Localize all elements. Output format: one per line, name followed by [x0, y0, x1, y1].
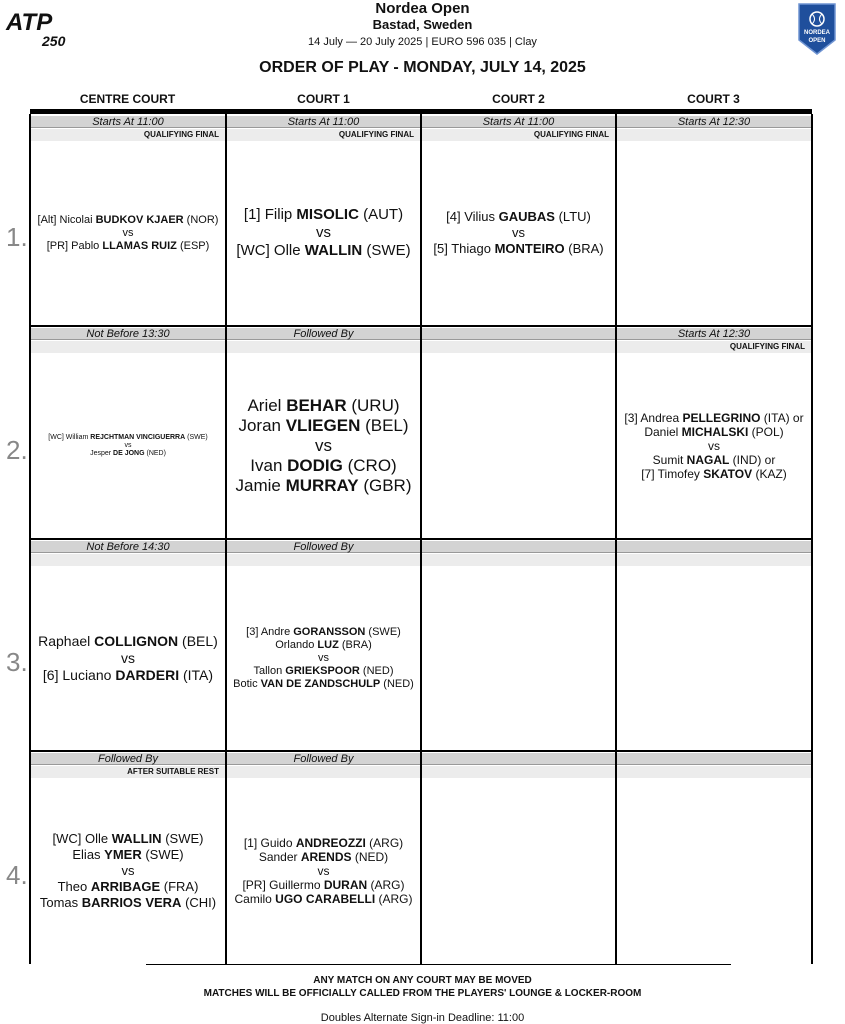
player-surname: ARRIBAGE — [90, 878, 161, 894]
player-detail: Camilo — [234, 891, 276, 906]
round-label-court3: QUALIFYING FINAL — [617, 341, 811, 353]
player-detail: (URU) — [346, 395, 400, 415]
player-detail: Jesper — [90, 449, 114, 457]
round-label-court3 — [617, 554, 811, 566]
vs-label — [512, 225, 525, 241]
player-detail: Raphael — [38, 632, 95, 649]
player-detail: Botic — [233, 677, 261, 690]
vs-label — [121, 650, 135, 667]
start-time-bar-court2 — [422, 541, 615, 553]
round-label-centre — [31, 341, 225, 353]
player-line — [90, 450, 166, 458]
player-surname: BUDKOV KJAER — [95, 213, 184, 226]
match-cell — [227, 354, 420, 537]
player-line — [246, 626, 401, 639]
player-line — [641, 467, 787, 481]
vs-label — [708, 439, 720, 453]
player-detail: (GBR) — [358, 475, 412, 495]
player-line — [38, 214, 219, 227]
player-detail: Tallon — [253, 664, 286, 677]
vs-text: vs — [318, 651, 329, 664]
player-line — [238, 416, 408, 436]
player-detail: (BRA) — [564, 241, 604, 256]
player-line — [43, 667, 213, 684]
round-label-centre — [31, 554, 225, 566]
player-surname: GORANSSON — [293, 625, 366, 638]
start-time-bar-centre: Not Before 13:30 — [31, 328, 225, 340]
round-label-court1 — [227, 554, 420, 566]
player-detail: [Alt] Nicolai — [37, 213, 96, 226]
player-detail: (SWE) — [185, 433, 208, 441]
player-detail: [3] Andre — [246, 625, 294, 638]
round-label-centre: AFTER SUITABLE REST — [31, 766, 225, 778]
vs-label — [318, 652, 329, 665]
player-detail: [1] Filip — [243, 206, 297, 223]
court-header-2: COURT 2 — [492, 92, 545, 106]
match-cell — [31, 567, 225, 749]
vs-label — [125, 442, 132, 450]
vs-text: vs — [708, 438, 720, 453]
player-surname: DARDERI — [115, 666, 180, 683]
player-surname: ARENDS — [300, 849, 352, 864]
start-time-bar-court3 — [617, 541, 811, 553]
vs-text: vs — [122, 226, 134, 239]
player-line — [244, 836, 403, 850]
player-detail: Jamie — [235, 475, 286, 495]
player-surname: LLAMAS RUIZ — [102, 239, 177, 252]
player-detail: (SWE) — [362, 242, 411, 259]
vs-text: vs — [316, 224, 331, 241]
player-detail: Daniel — [644, 424, 682, 439]
round-label-court3 — [617, 129, 811, 141]
player-detail: (BRA) — [338, 638, 372, 651]
player-line — [644, 425, 783, 439]
start-time-bar-court3: Starts At 12:30 — [617, 328, 811, 340]
player-surname: MICHALSKI — [681, 424, 749, 439]
player-detail: (ARG) — [375, 891, 413, 906]
start-time-bar-centre: Not Before 14:30 — [31, 541, 225, 553]
match-cell — [422, 142, 615, 324]
brand-logo-line2: OPEN — [808, 38, 826, 44]
player-detail: Tomas — [39, 894, 82, 910]
player-surname: MISOLIC — [296, 206, 359, 223]
player-detail: (NED) — [380, 677, 414, 690]
player-detail: Ariel — [247, 395, 287, 415]
player-line — [653, 453, 776, 467]
player-detail: Ivan — [250, 455, 288, 475]
match-cell — [31, 142, 225, 324]
vs-label — [122, 863, 135, 879]
player-detail: (ARG) — [367, 877, 405, 892]
player-surname: MURRAY — [285, 475, 359, 495]
player-line — [244, 206, 403, 224]
player-detail: [WC] Olle — [236, 242, 305, 259]
player-line — [254, 665, 394, 678]
start-time-bar-court1: Followed By — [227, 328, 420, 340]
player-detail: (BEL) — [178, 632, 218, 649]
match-cell — [31, 779, 225, 962]
player-detail: Elias — [72, 846, 105, 862]
player-detail: Sumit — [652, 452, 687, 467]
player-surname: VLIEGEN — [285, 415, 361, 435]
vs-label — [315, 436, 332, 456]
match-cell — [227, 779, 420, 962]
player-line — [48, 434, 207, 442]
player-detail: Orlando — [275, 638, 318, 651]
vs-text: vs — [124, 441, 132, 449]
player-detail: [WC] William — [48, 433, 91, 441]
grid-hline — [30, 325, 812, 327]
brand-logo-line1: NORDEA — [803, 30, 831, 36]
round-label-court3 — [617, 766, 811, 778]
footer-rule — [146, 964, 731, 965]
row-number: 2. — [6, 434, 28, 465]
player-surname: MONTEIRO — [494, 241, 565, 256]
row-number: 3. — [6, 647, 28, 677]
start-time-bar-court3: Starts At 12:30 — [617, 116, 811, 128]
player-detail: (POL) — [748, 424, 784, 439]
player-detail: (NED) — [144, 449, 166, 457]
player-surname: GRIEKSPOOR — [285, 664, 360, 677]
vs-text: vs — [121, 862, 135, 878]
player-detail: (BEL) — [360, 415, 409, 435]
player-surname: VAN DE ZANDSCHULP — [260, 677, 381, 690]
player-surname: PELLEGRINO — [682, 410, 761, 425]
player-detail: (NED) — [351, 849, 389, 864]
start-time-bar-centre: Starts At 11:00 — [31, 116, 225, 128]
player-line — [38, 633, 218, 650]
vs-label — [316, 224, 331, 242]
footer-notice-2: MATCHES WILL BE OFFICIALLY CALLED FROM THE PLAYERS' LOUNGE & LOCKER-ROOM — [203, 988, 642, 999]
footer-notice-1: ANY MATCH ON ANY COURT MAY BE MOVED — [313, 975, 532, 986]
player-detail: (LTU) — [554, 209, 591, 224]
player-detail: Theo — [57, 878, 91, 894]
player-detail: [1] Guido — [243, 835, 296, 850]
player-line — [53, 831, 204, 847]
match-cell — [617, 354, 811, 537]
round-label-court2 — [422, 341, 615, 353]
player-surname: SKATOV — [703, 466, 753, 481]
order-of-play-title: ORDER OF PLAY - MONDAY, JULY 14, 2025 — [259, 59, 586, 76]
player-line — [247, 396, 399, 416]
player-detail: Sander — [258, 849, 301, 864]
player-detail: (ARG) — [365, 835, 404, 850]
player-detail: (SWE) — [141, 846, 184, 862]
player-detail: [4] Vilius — [446, 209, 499, 224]
court-header-3: COURT 3 — [687, 92, 740, 106]
player-surname: BEHAR — [286, 395, 347, 415]
round-label-court1 — [227, 341, 420, 353]
player-detail: [7] Timofey — [641, 466, 704, 481]
atp-logo-text: ATP — [6, 9, 53, 36]
player-surname: UGO CARABELLI — [275, 891, 376, 906]
player-detail: (ITA) — [179, 666, 214, 683]
vs-text: vs — [121, 649, 135, 666]
player-detail: (SWE) — [365, 625, 401, 638]
grid-hline — [30, 750, 812, 752]
player-surname: DURAN — [323, 877, 368, 892]
start-time-bar-court2 — [422, 328, 615, 340]
doubles-signin-deadline: Doubles Alternate Sign-in Deadline: 11:00 — [320, 1012, 525, 1024]
start-time-bar-centre: Followed By — [31, 753, 225, 765]
player-line — [446, 209, 591, 225]
start-time-bar-court2: Starts At 11:00 — [422, 116, 615, 128]
player-detail: Joran — [238, 415, 286, 435]
player-line — [236, 242, 410, 260]
player-surname: COLLIGNON — [94, 632, 179, 649]
player-detail: (CHI) — [181, 894, 217, 910]
vs-label — [123, 227, 134, 240]
vs-text: vs — [512, 225, 525, 240]
player-line — [250, 456, 396, 476]
match-cell — [227, 142, 420, 324]
atp-logo-tier: 250 — [42, 33, 66, 48]
player-line — [72, 847, 183, 863]
round-label-court1: QUALIFYING FINAL — [227, 129, 420, 141]
player-detail: [3] Andrea — [624, 410, 683, 425]
player-line — [242, 878, 404, 892]
player-surname: GAUBAS — [498, 209, 555, 224]
player-line — [275, 639, 372, 652]
player-surname: LUZ — [317, 638, 339, 651]
start-time-bar-court3 — [617, 753, 811, 765]
start-time-bar-court1: Followed By — [227, 541, 420, 553]
row-number: 1. — [6, 222, 28, 252]
player-surname: ANDREOZZI — [295, 835, 366, 850]
start-time-bar-court1: Starts At 11:00 — [227, 116, 420, 128]
match-cell — [227, 567, 420, 749]
round-label-court1 — [227, 766, 420, 778]
player-line — [235, 476, 411, 496]
player-detail: (IND) or — [729, 452, 776, 467]
vs-text: vs — [317, 863, 330, 878]
tournament-location: Bastad, Sweden — [372, 17, 473, 32]
player-surname: BARRIOS VERA — [81, 894, 182, 910]
court-header-1: COURT 1 — [297, 92, 350, 106]
start-time-bar-court1: Followed By — [227, 753, 420, 765]
player-detail: (CRO) — [342, 455, 397, 475]
player-surname: WALLIN — [304, 242, 363, 259]
player-line — [58, 879, 199, 895]
player-surname: YMER — [104, 846, 142, 862]
player-line — [47, 240, 210, 253]
player-line — [233, 678, 414, 691]
player-detail: (AUT) — [358, 206, 404, 223]
player-line — [40, 895, 216, 911]
round-label-court2 — [422, 766, 615, 778]
player-detail: (FRA) — [160, 878, 199, 894]
player-detail: (NOR) — [183, 213, 219, 226]
court-header-centre: CENTRE COURT — [79, 92, 176, 106]
player-detail: (ESP) — [176, 239, 210, 252]
player-detail: [PR] Pablo — [46, 239, 103, 252]
tournament-name: Nordea Open — [375, 0, 470, 17]
player-surname: WALLIN — [111, 830, 162, 846]
player-line — [624, 411, 803, 425]
player-detail: (KAZ) — [752, 466, 787, 481]
player-line — [234, 892, 412, 906]
player-detail: (ITA) or — [760, 410, 804, 425]
player-detail: [6] Luciano — [42, 666, 116, 683]
player-detail: (NED) — [359, 664, 394, 677]
tournament-meta: 14 July — 20 July 2025 | EURO 596 035 | Clay — [308, 36, 537, 48]
start-time-bar-court2 — [422, 753, 615, 765]
player-detail: [5] Thiago — [433, 241, 495, 256]
player-line — [433, 241, 603, 257]
round-label-court2: QUALIFYING FINAL — [422, 129, 615, 141]
row-number: 4. — [6, 859, 28, 890]
round-label-centre: QUALIFYING FINAL — [31, 129, 225, 141]
grid-hline — [30, 538, 812, 540]
player-detail: [WC] Olle — [52, 830, 112, 846]
player-detail: [PR] Guillermo — [242, 877, 324, 892]
player-surname: DE JONG — [113, 449, 145, 457]
match-cell — [31, 354, 225, 537]
round-label-court2 — [422, 554, 615, 566]
player-surname: DODIG — [287, 455, 343, 475]
player-line — [259, 850, 388, 864]
vs-text: vs — [315, 435, 332, 455]
player-detail: (SWE) — [161, 830, 204, 846]
player-surname: NAGAL — [686, 452, 730, 467]
vs-label — [318, 864, 330, 878]
player-surname: REJCHTMAN VINCIGUERRA — [90, 433, 186, 441]
